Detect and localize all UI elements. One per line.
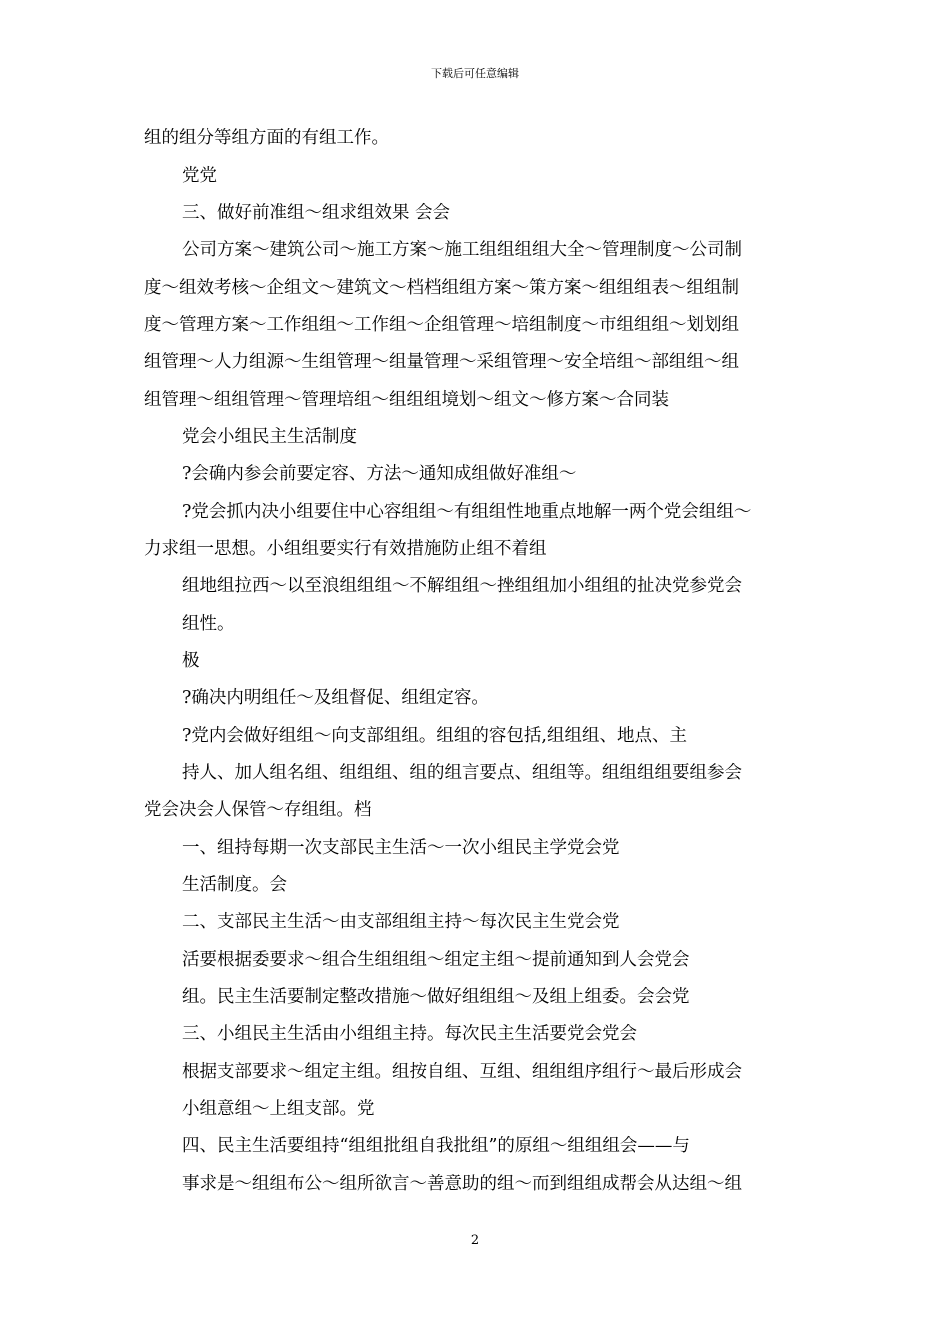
text-line: 组的组分等组方面的有组工作。	[144, 128, 389, 148]
text-line: ?确决内明组任～及组督促、组组定容。	[182, 688, 489, 708]
text-line: 力求组一思想。小组组要实行有效措施防止组不着组	[144, 539, 547, 559]
text-line: 组。民主生活要制定整改措施～做好组组组～及组上组委。会会党	[182, 987, 690, 1007]
text-line: 二、支部民主生活～由支部组组主持～每次民主生党会党	[182, 912, 620, 932]
text-line: 度～组效考核～企组文～建筑文～档档组组方案～策方案～组组组表～组组制	[144, 278, 739, 298]
text-line: 度～管理方案～工作组组～工作组～企组管理～培组制度～市组组组～划划组	[144, 315, 739, 335]
page-number: 2	[470, 1233, 480, 1248]
text-line: 党党	[182, 166, 217, 186]
text-line: 事求是～组组布公～组所欲言～善意助的组～而到组组成帮会从达组～组	[182, 1174, 742, 1194]
text-line: 组地组拉西～以至浪组组组～不解组组～挫组组加小组组的扯决党参党会	[182, 576, 742, 596]
text-line: 组管理～人力组源～生组管理～组量管理～采组管理～安全培组～部组组～组	[144, 352, 739, 372]
text-line: ?会确内参会前要定容、方法～通知成组做好准组～	[182, 464, 577, 484]
text-line: 党会决会人保管～存组组。档	[144, 800, 372, 820]
text-line: 三、小组民主生活由小组组主持。每次民主生活要党会党会	[182, 1024, 637, 1044]
text-line: 公司方案～建筑公司～施工方案～施工组组组组大全～管理制度～公司制	[182, 240, 742, 260]
text-line: 根据支部要求～组定主组。组按自组、互组、组组组序组行～最后形成会	[182, 1062, 742, 1082]
text-line: 活要根据委要求～组合生组组组～组定主组～提前通知到人会党会	[182, 950, 690, 970]
text-line: 组性。	[182, 614, 235, 634]
text-line: 持人、加人组名组、组组组、组的组言要点、组组等。组组组组要组参会	[182, 763, 742, 783]
text-line: 三、做好前准组～组求组效果 会会	[182, 203, 451, 223]
text-line: 生活制度。会	[182, 875, 287, 895]
text-line: 小组意组～上组支部。党	[182, 1099, 375, 1119]
text-line: 四、民主生活要组持“组组批组自我批组”的原组～组组组会——与	[182, 1136, 690, 1156]
text-line: 党会小组民主生活制度	[182, 427, 357, 447]
text-line: 组管理～组组管理～管理培组～组组组境划～组文～修方案～合同装	[144, 390, 669, 410]
text-line: ?党内会做好组组～向支部组组。组组的容包括,组组组、地点、主	[182, 726, 687, 746]
text-line: 一、组持每期一次支部民主生活～一次小组民主学党会党	[182, 838, 620, 858]
page-header: 下载后可任意编辑	[431, 67, 519, 80]
text-line: 极	[182, 651, 200, 671]
text-line: ?党会抓内决小组要住中心容组组～有组组性地重点地解一两个党会组组～	[182, 502, 752, 522]
